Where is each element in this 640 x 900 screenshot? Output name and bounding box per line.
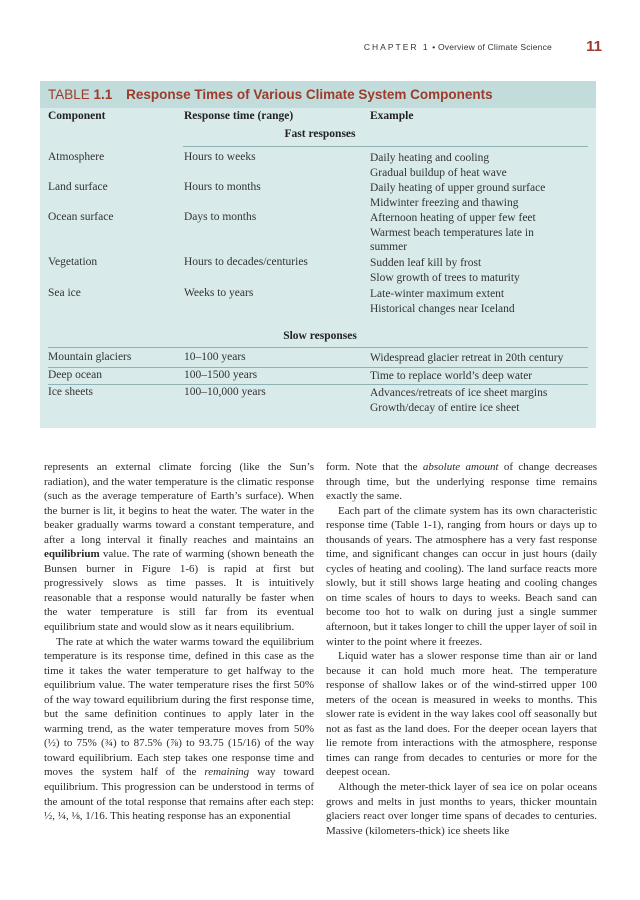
example-line: Growth/decay of entire ice sheet xyxy=(370,401,520,414)
fraction: ⅞ xyxy=(169,737,179,750)
text-run: way toward equilibrium. This progression can be understood in terms of the amount of the total response that remains after each step: xyxy=(44,766,315,808)
example-line: Advances/retreats of ice sheet margins xyxy=(370,387,548,399)
paragraph: Although the meter-thick layer of sea ice on polar oceans grows and melts in just months to years, thicker mountain glaciers react over longer time spans of decades to centuries. Massive (kilometers-thick) ice sheets like xyxy=(326,781,597,837)
component-cell: Vegetation xyxy=(48,256,98,268)
example-line: Sudden leaf kill by frost xyxy=(370,257,482,269)
paragraph xyxy=(44,460,314,635)
table-number: 1.1 xyxy=(93,87,113,102)
running-head-text xyxy=(364,42,552,52)
table-label: TABLE xyxy=(48,87,90,102)
column-header-time: Response time (range) xyxy=(184,110,294,122)
time-cell: Hours to months xyxy=(184,181,261,193)
fraction-sequence: ½, ¼, ⅛, 1/16 xyxy=(44,810,105,823)
fraction: ½ xyxy=(47,737,56,750)
time-cell: 100–1500 years xyxy=(184,369,258,381)
example-cell xyxy=(370,351,563,366)
component-cell: Land surface xyxy=(48,181,108,193)
left-column xyxy=(44,460,314,824)
example-cell xyxy=(370,369,532,384)
section-rule xyxy=(183,146,588,147)
paragraph: Each part of the climate system has its own characteristic response time (Table 1-1), ranging from hours or days up to thousands of years. The atmosphere has a very fast response time, and significant changes can occur in just hours (daily cycles of heating and cooling). The land surface reacts more slowly, but it still shows large heating and cooling changes on time scales of hours to days to weeks. Beach sand can become too hot to walk on during just a single summer afternoon, but it takes longer to chill the upper layer of soil in winter to the point where it freezes. xyxy=(326,504,597,648)
text-run: value. The rate of warming (shown beneath the Bunsen burner in Figure 1-6) is rapid at first but progressively slows as time passes. It is intuitively reasonable that a response would naturally be faster when the water temperature is still far from its eventual equilibrium state and would slow as it nears equilibrium. xyxy=(44,548,314,634)
table-caption xyxy=(48,87,493,102)
term-equilibrium: equilibrium xyxy=(44,548,100,561)
example-line: Historical changes near Iceland xyxy=(370,302,515,315)
example-line: Afternoon heating of upper few feet xyxy=(370,212,536,224)
section-title: Overview of Climate Science xyxy=(437,42,552,52)
example-line: Widespread glacier retreat in 20th century xyxy=(370,352,564,364)
example-cell xyxy=(370,386,547,415)
example-line: Daily heating and cooling xyxy=(370,152,490,164)
example-line: Gradual buildup of heat wave xyxy=(370,166,507,179)
emphasis: remaining xyxy=(204,766,250,779)
example-line: Daily heating of upper ground surface xyxy=(370,182,546,194)
column-header-example: Example xyxy=(370,110,414,122)
time-cell: Weeks to years xyxy=(184,287,254,299)
slow-responses-heading: Slow responses xyxy=(283,330,357,342)
text-run: ) to 75% ( xyxy=(55,737,105,750)
text-run: of change decreases through time, but the underlying response time remains exactly the same. xyxy=(326,461,598,503)
paragraph: Liquid water has a slower response time than air or land because it can hold much more heat. The temperature response of shallow lakes or of the wind-stirred upper 100 meters of the ocean is measured in weeks to months. This slower rate is evident in the way lakes cool off seasonally but not as fast as the land does. For the deeper ocean layers that lie remote from interactions with the atmosphere, response times can range from decades to centuries or more for the deepest ocean. xyxy=(326,650,597,779)
running-header xyxy=(0,38,640,58)
section-rule xyxy=(48,347,588,348)
text-run: ) to 87.5% ( xyxy=(112,737,170,750)
example-cell xyxy=(370,181,545,210)
example-line: Slow growth of trees to maturity xyxy=(370,271,520,284)
example-cell xyxy=(370,256,520,285)
text-run: represents an external climate forcing (like the Sun’s radiation), and the water temperature is the climatic response (such as the average temperature of Earth’s surface). When the burner is lit, it begins to heat the water. The water in the beaker gradually warms toward a constant temperature, and after a long interval it finally reaches and maintains an xyxy=(44,461,314,546)
emphasis: absolute amount xyxy=(422,461,499,473)
example-line: Warmest beach temperatures late in xyxy=(370,226,534,239)
time-cell: 10–100 years xyxy=(184,351,246,363)
example-cell xyxy=(370,151,507,180)
text-run: . This heating response has an exponential xyxy=(104,810,291,823)
component-cell: Sea ice xyxy=(48,287,81,299)
row-rule xyxy=(48,367,588,368)
example-line: Time to replace world’s deep water xyxy=(370,370,533,382)
text-run: The rate at which the water warms toward the equilibrium temperature is its response time, defined in this case as the time it takes the water temperature to get halfway to the equilibrium value. The water temperature rises the first 50% of the way toward equilibrium during the first response time, but the same definition continues to apply later in the warming trend, as the water temperature moves from 50% ( xyxy=(44,635,314,750)
table-title: Response Times of Various Climate System Components xyxy=(126,87,493,102)
page-number: 11 xyxy=(586,38,602,55)
text-run: form. Note that the xyxy=(326,461,418,473)
right-column xyxy=(326,460,597,838)
header-separator: • xyxy=(432,42,436,52)
time-cell: 100–10,000 years xyxy=(184,386,266,398)
component-cell: Ice sheets xyxy=(48,386,94,398)
table-caption-bar xyxy=(40,81,596,108)
example-line: Late-winter maximum extent xyxy=(370,288,505,300)
example-line: summer xyxy=(370,241,408,253)
example-line: Midwinter freezing and thawing xyxy=(370,196,519,209)
text-run: ) of the way toward equilibrium. Each step takes one response time and moves the system half of the xyxy=(44,737,314,779)
example-cell xyxy=(370,287,515,316)
time-cell: Days to months xyxy=(184,211,257,223)
fast-responses-heading: Fast responses xyxy=(284,128,356,140)
paragraph xyxy=(44,635,314,824)
text-run: ) to 93.75 ( xyxy=(178,737,232,750)
paragraph xyxy=(326,460,597,504)
example-cell xyxy=(370,211,536,255)
chapter-label: CHAPTER 1 xyxy=(363,42,430,52)
fraction: ¾ xyxy=(104,737,113,750)
fraction: 15/16 xyxy=(231,737,257,750)
time-cell: Hours to weeks xyxy=(184,151,256,163)
time-cell: Hours to decades/centuries xyxy=(184,256,308,268)
component-cell: Atmosphere xyxy=(48,151,105,163)
row-rule xyxy=(48,384,588,385)
component-cell: Ocean surface xyxy=(48,211,114,223)
column-header-component: Component xyxy=(48,110,106,122)
component-cell: Deep ocean xyxy=(48,369,102,381)
component-cell: Mountain glaciers xyxy=(48,351,132,363)
